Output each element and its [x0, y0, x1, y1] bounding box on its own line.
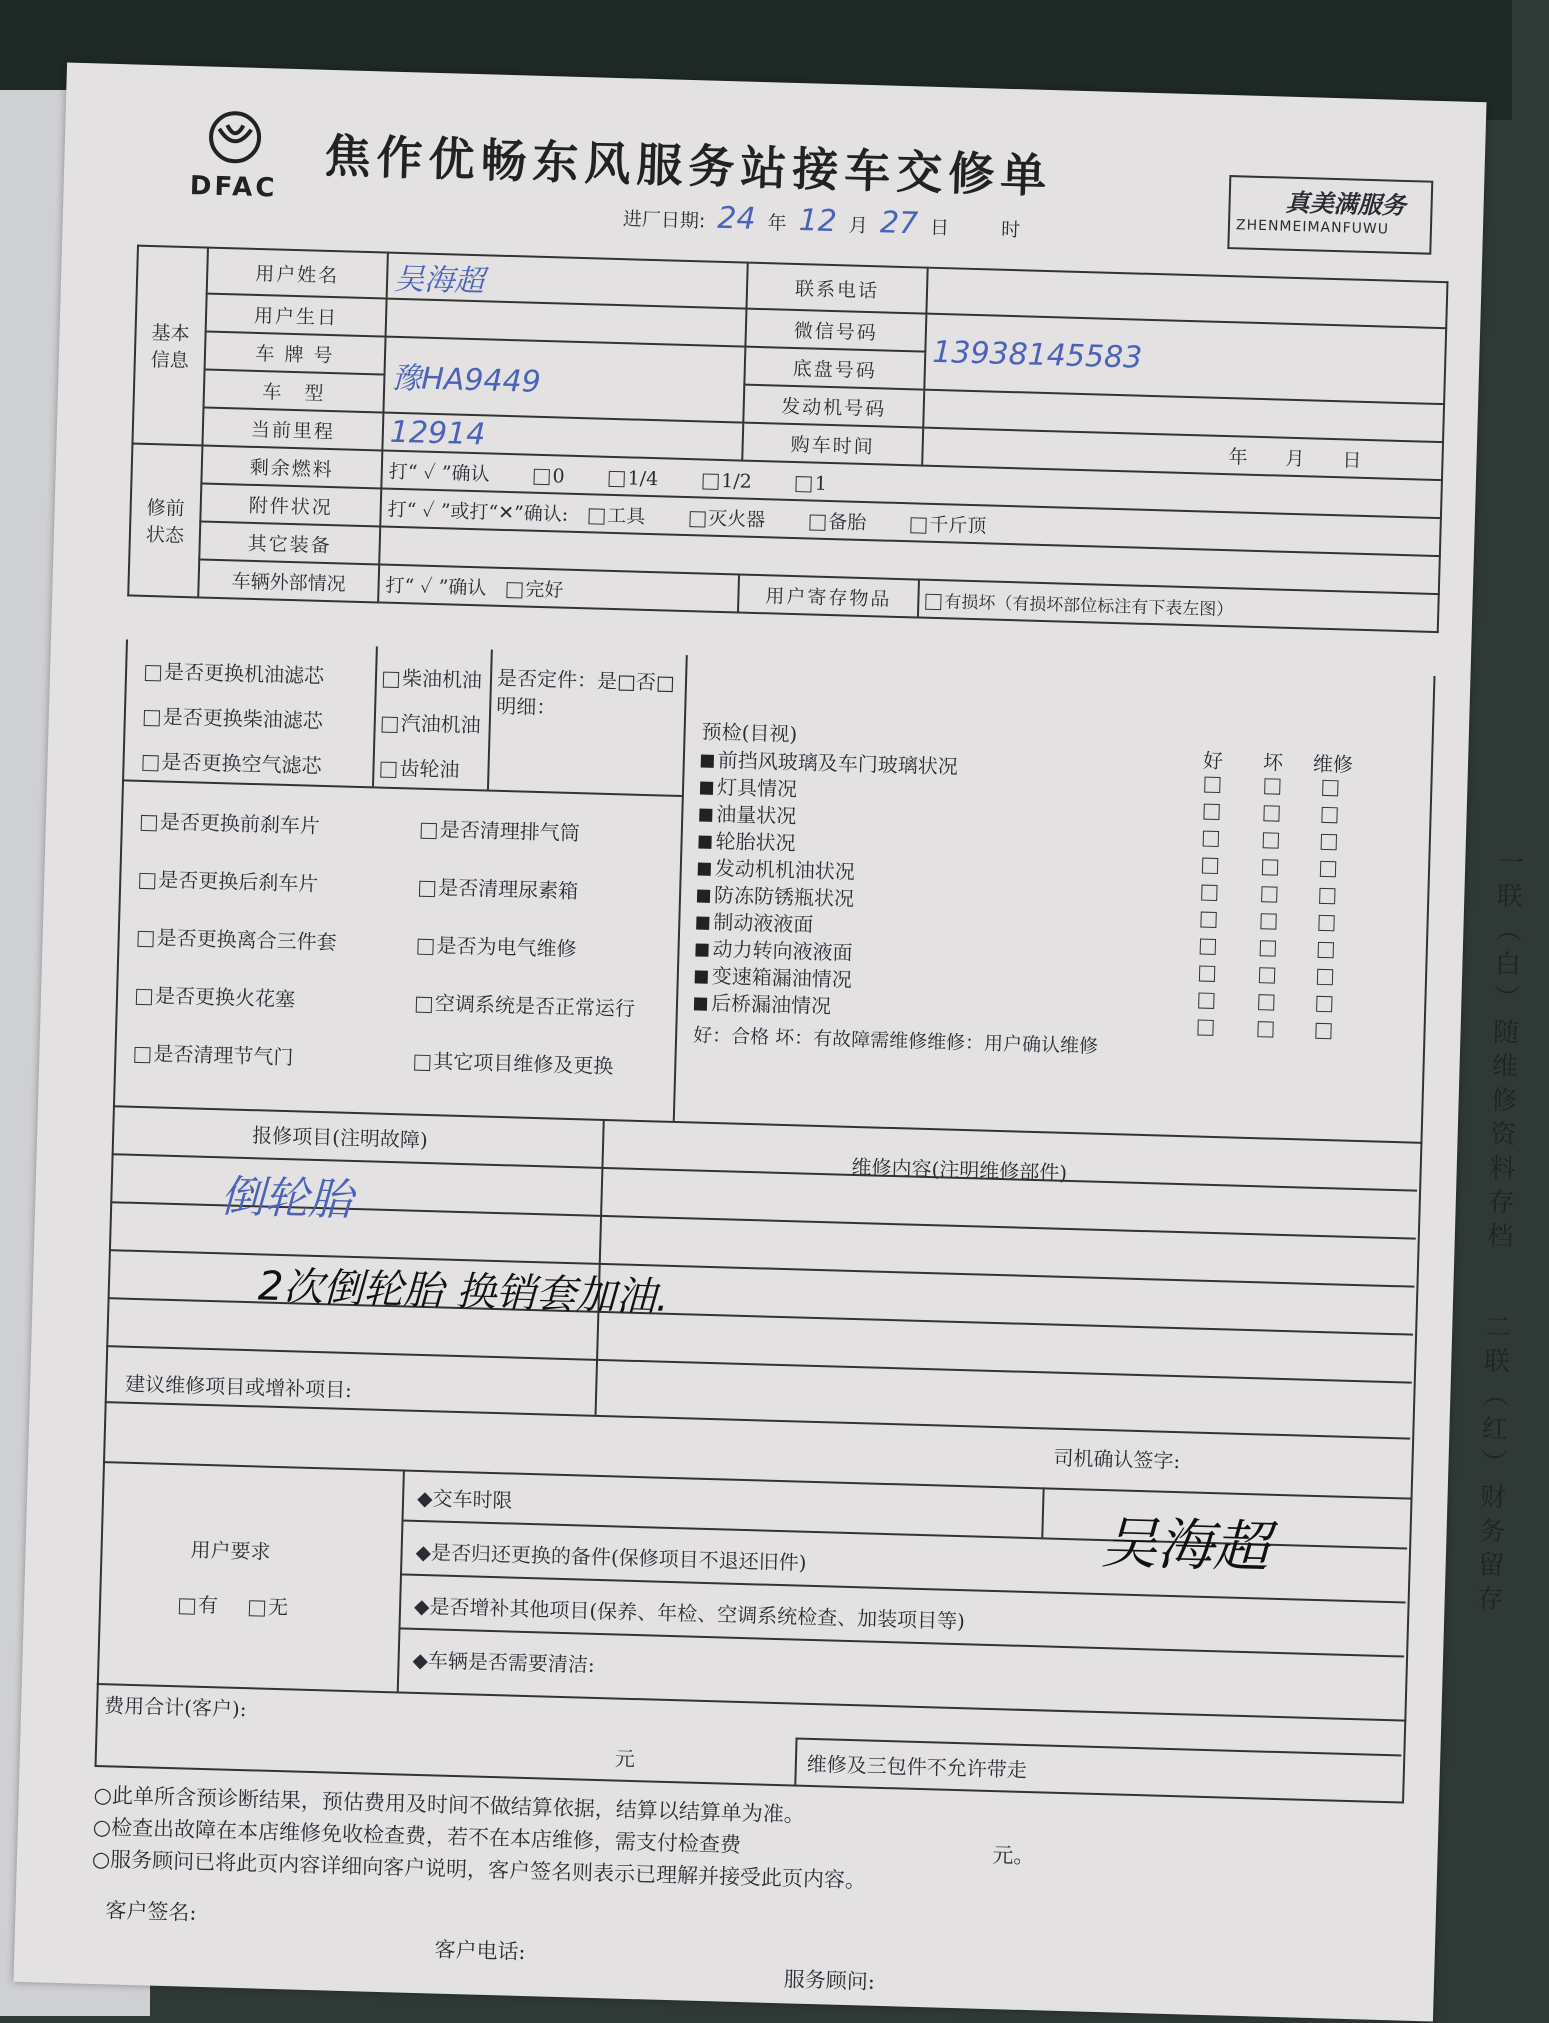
report-item-2: 2次倒轮胎 换销套加油.	[257, 1263, 670, 1321]
precheck-row: 后桥漏油情况	[694, 986, 832, 1019]
other-equipment-label: 其它装备	[199, 521, 380, 564]
user-req-item: ◆是否增补其他项目(保养、年检、空调系统检查、加装项目等)	[413, 1593, 966, 1634]
fuel-option[interactable]: 1/2	[702, 469, 752, 492]
dfac-logo-icon	[173, 106, 296, 209]
logo-text: DFAC	[189, 171, 278, 204]
plate-label: 车 牌 号	[205, 332, 386, 375]
precheck-row: 发动机机油状况	[697, 851, 855, 884]
basic-info-table	[127, 245, 1448, 633]
date-label: 进厂日期:	[622, 208, 706, 233]
user-name-value: 吴海超	[387, 253, 748, 309]
repair-section	[103, 1105, 1423, 1501]
advisor-label: 服务顾问:	[783, 1967, 876, 1994]
report-items-label: 报修项目(注明故障)	[251, 1123, 429, 1153]
accessory-option[interactable]: 千斤顶	[910, 513, 987, 537]
precheck-row: 变速箱漏油情况	[694, 959, 852, 992]
cost-total-label: 费用合计(客户):	[103, 1693, 247, 1722]
repair-content-label: 维修内容(注明维修部件)	[851, 1154, 1068, 1185]
exterior-label: 车辆外部情况	[198, 559, 379, 602]
month-value: 12	[798, 203, 838, 240]
accessory-option[interactable]: 工具	[588, 504, 646, 528]
exterior-prefix: 打“ ✓ ”确认	[385, 574, 487, 599]
precheck-row: 油量状况	[699, 798, 797, 830]
user-req-label: 用户要求	[190, 1537, 271, 1564]
exterior-option-good[interactable]: 完好	[506, 578, 564, 602]
driver-signature: 吴海超	[1100, 1511, 1270, 1581]
mileage-value: 12914	[382, 413, 743, 461]
precheck-row: 制动液液面	[696, 905, 814, 937]
birthday-label: 用户生日	[206, 294, 387, 337]
fuel-option[interactable]: 0	[533, 464, 565, 487]
accessory-label: 附件状况	[200, 483, 381, 526]
user-name-label: 用户姓名	[207, 248, 388, 299]
precheck-row: 灯具情况	[700, 771, 798, 803]
precheck-header-bad: 坏	[1262, 750, 1284, 775]
user-req-no[interactable]: 无	[249, 1590, 289, 1620]
precheck-header-repair: 维修	[1312, 751, 1354, 777]
phone-label: 联系电话	[746, 263, 927, 314]
check-item[interactable]: 空调系统是否正常运行	[416, 987, 636, 1022]
badge-cn-text: 真美满服务	[1285, 188, 1406, 220]
driver-sign-label: 司机确认签字:	[1053, 1445, 1181, 1474]
check-section	[113, 639, 1436, 1145]
report-item-1: 倒轮胎	[219, 1171, 354, 1226]
filter-check-diesel[interactable]: 是否更换柴油滤芯	[144, 700, 324, 734]
wechat-value: 13938145583	[924, 314, 1446, 404]
fixed-parts-question: 是否定件：是□否□	[496, 665, 676, 695]
day-value: 27	[879, 205, 919, 242]
precheck-row: 前挡风玻璃及车门玻璃状况	[701, 744, 959, 780]
day-label: 日	[929, 216, 950, 240]
form-title: 焦作优畅东风服务站接车交修单	[323, 128, 1054, 204]
customer-phone-label: 客户电话:	[434, 1937, 526, 1965]
fuel-option[interactable]: 1/4	[608, 466, 658, 489]
year-value: 24	[716, 200, 757, 237]
wechat-label: 微信号码	[745, 309, 926, 352]
user-req-item: ◆交车时限	[416, 1485, 513, 1513]
user-req-item: ◆车辆是否需要清洁:	[412, 1647, 596, 1677]
accessory-prefix: 打“ ✓ ”或打“✕”确认:	[387, 498, 569, 526]
check-item[interactable]: 是否更换后刹车片	[139, 863, 319, 897]
user-req-item: ◆是否归还更换的备件(保修项目不退还旧件)	[415, 1539, 807, 1575]
oil-check-gear[interactable]: 齿轮油	[380, 752, 460, 783]
check-item[interactable]: 是否更换前刹车片	[141, 805, 321, 839]
filter-check-oil[interactable]: 是否更换机油滤芯	[145, 655, 325, 689]
accessory-option[interactable]: 备胎	[809, 510, 867, 534]
notes-fee-unit: 元。	[992, 1843, 1035, 1869]
parts-warning: 维修及三包件不允许带走	[806, 1751, 1028, 1783]
customer-sign-label: 客户签名:	[105, 1898, 197, 1925]
check-item[interactable]: 是否为电气维修	[417, 929, 577, 962]
user-req-yes[interactable]: 有	[179, 1588, 219, 1618]
month-label: 月	[848, 214, 869, 237]
precheck-row: 防冻防锈瓶状况	[697, 878, 855, 911]
note-line: ○检查出故障在本店维修免收检查费，若不在本店维修，需支付检查费	[92, 1814, 742, 1858]
check-item[interactable]: 是否清理尿素箱	[419, 871, 579, 904]
entry-date	[623, 198, 1027, 244]
precheck-header-good: 好	[1202, 748, 1224, 774]
storage-label: 用户寄存物品	[738, 575, 919, 618]
precheck-legend: 好：合格 坏：有故障需维修维修：用户确认维修	[692, 1024, 1099, 1058]
accessory-option[interactable]: 灭火器	[689, 507, 766, 531]
hour-label: 时	[1000, 218, 1021, 242]
fuel-prefix: 打“ ✓ ”确认	[388, 460, 490, 486]
check-item[interactable]: 是否清理排气筒	[420, 813, 580, 846]
check-item[interactable]: 是否更换火花塞	[136, 979, 296, 1012]
pre-repair-section-label: 修前状态	[128, 444, 202, 598]
purchase-label: 购车时间	[742, 423, 923, 466]
check-item[interactable]: 是否更换离合三件套	[137, 921, 337, 956]
fixed-parts-detail: 明细：	[495, 693, 557, 720]
model-label: 车 型	[204, 370, 385, 413]
chassis-label: 底盘号码	[744, 347, 925, 390]
year-label: 年	[767, 212, 787, 235]
check-item[interactable]: 是否清理节气门	[134, 1037, 294, 1070]
copy-note-red: 二联（红）财务留存	[1472, 1312, 1511, 1620]
exterior-damage-option[interactable]: 有损坏（有损坏部位标注有下表左图）	[918, 580, 1439, 633]
oil-check-diesel[interactable]: 柴油机油	[383, 662, 483, 694]
precheck-row: 动力转向液液面	[695, 932, 853, 965]
suggest-label: 建议维修项目或增补项目:	[124, 1371, 353, 1403]
oil-check-gasoline[interactable]: 汽油机油	[381, 707, 481, 739]
user-requirement-section	[97, 1461, 1413, 1723]
mileage-label: 当前里程	[202, 407, 383, 450]
filter-check-air[interactable]: 是否更换空气滤芯	[142, 745, 322, 779]
basic-info-section-label: 基本信息	[132, 246, 208, 446]
engine-label: 发动机号码	[743, 385, 924, 428]
note-line: ○服务顾问已将此页内容详细向客户说明，客户签名则表示已理解并接受此页内容。	[91, 1846, 867, 1893]
precheck-row: 轮胎状况	[698, 824, 796, 856]
check-item[interactable]: 其它项目维修及更换	[414, 1045, 614, 1080]
repair-order-form	[13, 63, 1524, 2022]
plate-value: 豫HA9449	[383, 337, 745, 423]
service-badge	[1227, 175, 1433, 255]
cost-unit: 元	[614, 1746, 636, 1772]
fuel-label: 剩余燃料	[201, 445, 382, 488]
badge-en-text: ZHENMEIMANFUWU	[1235, 217, 1390, 238]
fuel-option[interactable]: 1	[796, 472, 828, 495]
copy-note-white: 一联（白）随维修资料存档	[1482, 847, 1524, 1257]
purchase-date: 年 月 日	[922, 428, 1443, 481]
note-line: ○此单所含预诊断结果，预估费用及时间不做结算依据，结算以结算单为准。	[93, 1782, 806, 1827]
precheck-title: 预检(目视)	[701, 719, 798, 747]
